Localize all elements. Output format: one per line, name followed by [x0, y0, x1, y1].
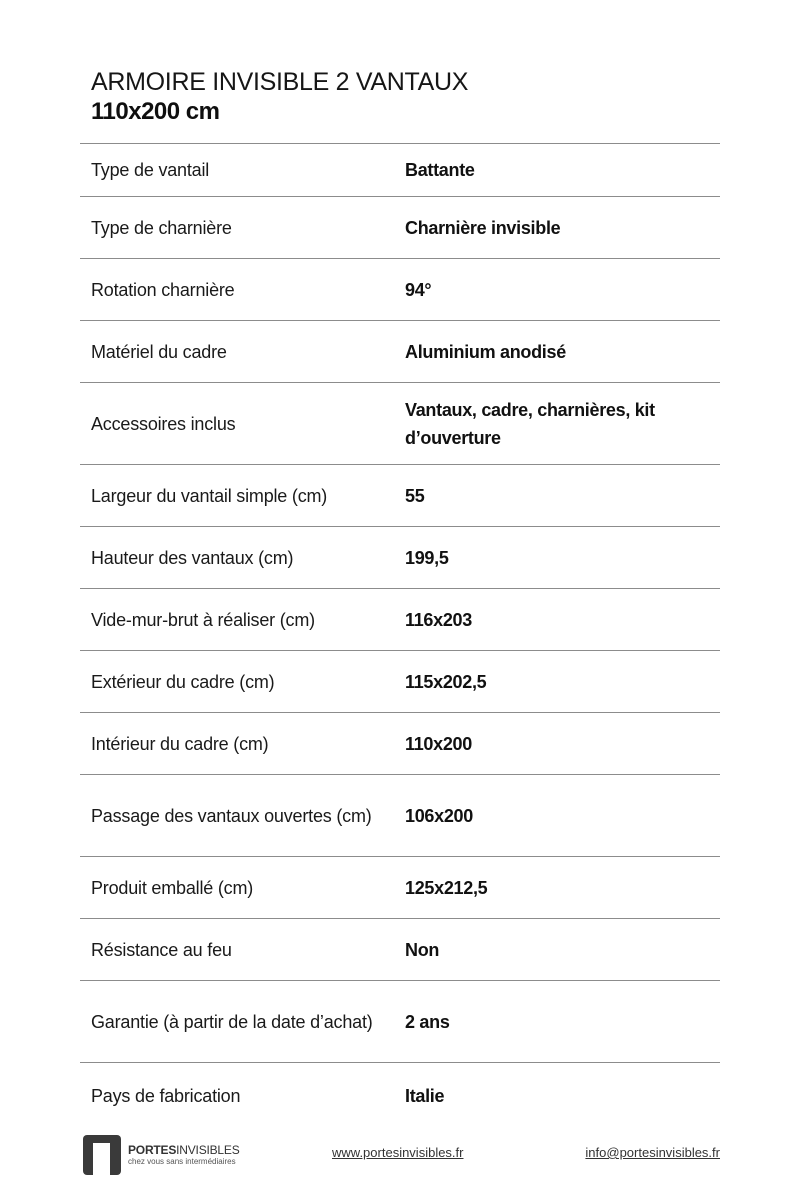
- spec-value: 115x202,5: [405, 651, 720, 713]
- spec-row: [80, 527, 720, 589]
- brand-name: [128, 1143, 240, 1157]
- spec-row: [80, 857, 720, 919]
- spec-label: Pays de fabrication: [91, 1085, 241, 1106]
- spec-label: Largeur du vantail simple (cm): [80, 465, 405, 527]
- spec-row: [80, 589, 720, 651]
- spec-value: Charnière invisible: [405, 197, 720, 259]
- spec-row: [80, 981, 720, 1063]
- spec-label: Résistance au feu: [80, 919, 405, 981]
- spec-label: Accessoires inclus: [80, 383, 405, 465]
- spec-value: 125x212,5: [405, 857, 720, 919]
- spec-table: [80, 143, 720, 1129]
- spec-value: 94°: [405, 259, 720, 321]
- footer: [0, 1130, 800, 1180]
- brand-name-bold: PORTES: [128, 1143, 177, 1157]
- spec-label: Intérieur du cadre (cm): [80, 713, 405, 775]
- brand-name-light: INVISIBLES: [176, 1143, 240, 1157]
- spec-row: [80, 383, 720, 465]
- spec-label: Type de charnière: [80, 197, 405, 259]
- spec-label: Produit emballé (cm): [80, 857, 405, 919]
- spec-label: Type de vantail: [80, 144, 405, 197]
- product-dimensions: 110x200 cm: [91, 98, 220, 125]
- spec-value: Battante: [405, 144, 720, 197]
- spec-label: Hauteur des vantaux (cm): [80, 527, 405, 589]
- spec-value: 110x200: [405, 713, 720, 775]
- spec-row: [80, 919, 720, 981]
- spec-value: Vantaux, cadre, charnières, kit d’ouverture: [405, 383, 720, 465]
- spec-value: Aluminium anodisé: [405, 321, 720, 383]
- page-header: [91, 66, 468, 126]
- spec-value: 2 ans: [405, 981, 720, 1063]
- email-link[interactable]: info@portesinvisibles.fr: [585, 1145, 720, 1160]
- brand-tagline: chez vous sans intermédiaires: [128, 1157, 236, 1166]
- spec-value: 199,5: [405, 527, 720, 589]
- door-logo-icon: [83, 1135, 121, 1175]
- spec-row: [80, 197, 720, 259]
- spec-label: Rotation charnière: [80, 259, 405, 321]
- brand-logo: [83, 1135, 240, 1175]
- spec-label: Extérieur du cadre (cm): [80, 651, 405, 713]
- product-title: ARMOIRE INVISIBLE 2 VANTAUX: [91, 68, 469, 96]
- spec-value: 116x203: [405, 589, 720, 651]
- spec-label: Passage des vantaux ouvertes (cm): [80, 775, 405, 857]
- spec-row: [80, 713, 720, 775]
- spec-row: [80, 465, 720, 527]
- spec-value: Italie: [405, 1085, 445, 1106]
- spec-row: [80, 259, 720, 321]
- spec-label: Matériel du cadre: [80, 321, 405, 383]
- spec-label: Garantie (à partir de la date d’achat): [80, 981, 405, 1063]
- spec-label: Vide-mur-brut à réaliser (cm): [80, 589, 405, 651]
- spec-value: 55: [405, 465, 720, 527]
- website-link[interactable]: www.portesinvisibles.fr: [332, 1145, 464, 1160]
- spec-row: [80, 144, 720, 197]
- spec-row: [80, 775, 720, 857]
- spec-row: [80, 321, 720, 383]
- spec-value: 106x200: [405, 775, 720, 857]
- spec-row: [80, 651, 720, 713]
- spec-value: Non: [405, 919, 720, 981]
- spec-row: [80, 1063, 720, 1129]
